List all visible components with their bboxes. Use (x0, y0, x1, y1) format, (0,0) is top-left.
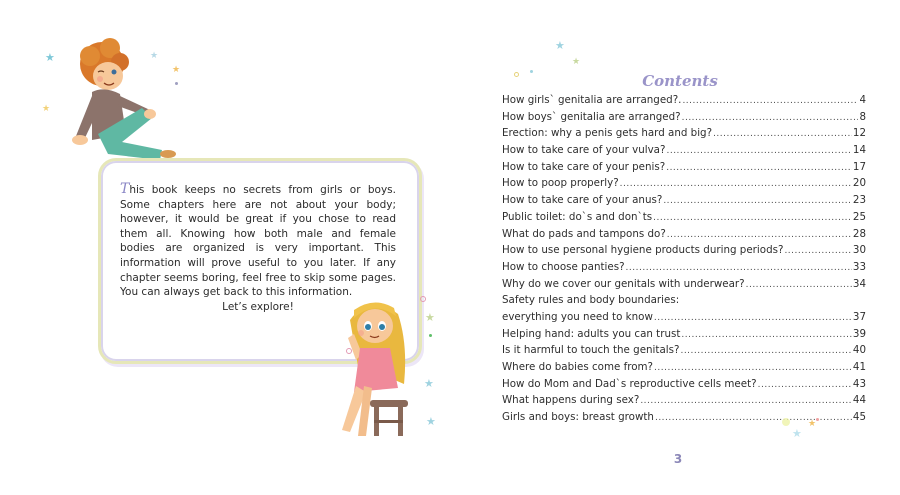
star-icon: ★ (42, 104, 51, 114)
decorative-dot (420, 296, 426, 302)
right-page (450, 0, 900, 495)
decorative-dot (429, 334, 432, 337)
girl-illustration (330, 290, 430, 450)
star-icon: ★ (424, 377, 434, 390)
toc-entry-page: 20 (852, 177, 866, 190)
toc-entry-heading (502, 294, 866, 311)
star-icon: ★ (172, 65, 181, 75)
toc-leader-dots (682, 96, 858, 106)
toc-entry-title: How to poop properly? (502, 177, 619, 190)
toc-entry-page: 17 (852, 160, 866, 173)
toc-entry[interactable] (502, 328, 866, 345)
decorative-dot (816, 418, 819, 421)
toc-entry-page: 23 (852, 194, 866, 207)
toc-leader-dots (666, 146, 851, 156)
toc-entry-page: 37 (852, 310, 866, 323)
star-icon: ★ (150, 51, 159, 61)
star-icon: ★ (808, 419, 817, 429)
intro-closing: Let’s explore! (222, 300, 294, 313)
toc-leader-dots (663, 196, 852, 206)
toc-entry-page: 43 (852, 377, 866, 390)
toc-entry[interactable] (502, 194, 866, 211)
toc-entry-page: 40 (852, 344, 866, 357)
toc-leader-dots (713, 129, 852, 139)
toc-entry[interactable] (502, 144, 866, 161)
star-icon: ★ (792, 427, 802, 440)
decorative-dot (530, 70, 533, 73)
toc-entry-title: Erection: why a penis gets hard and big? (502, 127, 713, 140)
toc-entry-page: 12 (852, 127, 866, 140)
star-icon: ★ (555, 39, 565, 52)
toc-entry[interactable] (502, 244, 866, 261)
toc-leader-dots (784, 246, 851, 256)
toc-entry[interactable] (502, 394, 866, 411)
toc-entry[interactable] (502, 127, 866, 144)
toc-entry-page: 28 (852, 227, 866, 240)
toc-entry-page: 45 (852, 411, 866, 424)
intro-dropcap: T (120, 181, 130, 197)
star-icon: ★ (426, 415, 436, 428)
boy-illustration (52, 34, 187, 159)
toc-entry-title: How boys` genitalia are arranged? (502, 110, 681, 123)
toc-entry-page: 8 (859, 110, 866, 123)
star-icon: ★ (45, 51, 55, 64)
toc-leader-dots (758, 380, 852, 390)
toc-leader-dots (667, 230, 852, 240)
toc-leader-dots (666, 163, 852, 173)
toc-entry[interactable] (502, 94, 866, 111)
toc-entry-title: Where do babies come from? (502, 361, 654, 373)
toc-entry-page: 34 (852, 277, 866, 290)
toc-entry-title: Public toilet: do`s and don`ts (502, 210, 653, 223)
toc-entry[interactable] (502, 378, 866, 395)
contents-title: Contents (642, 72, 718, 90)
toc-entry-title: Is it harmful to touch the genitals? (502, 344, 680, 357)
star-icon: ★ (572, 57, 581, 67)
toc-entry-title: Why do we cover our genitals with underwear? (502, 277, 745, 290)
table-of-contents (502, 94, 866, 428)
toc-entry[interactable] (502, 211, 866, 228)
toc-entry-title: What happens during sex? (502, 394, 640, 407)
toc-entry-title: How to take care of your penis? (502, 160, 666, 173)
toc-leader-dots (680, 346, 851, 356)
decorative-dot (175, 82, 178, 85)
toc-entry-page: 30 (852, 244, 866, 257)
toc-entry-page: 39 (852, 327, 866, 340)
toc-entry-title: How to take care of your anus? (502, 194, 663, 207)
toc-entry-page: 41 (852, 361, 866, 373)
toc-leader-dots (653, 213, 852, 223)
toc-entry-title: What do pads and tampons do? (502, 227, 666, 240)
toc-leader-dots (640, 396, 852, 406)
toc-entry[interactable] (502, 344, 866, 361)
toc-entry-title: Girls and boys: breast growth (502, 411, 654, 424)
decorative-dot (514, 72, 519, 77)
toc-entry[interactable] (502, 361, 866, 378)
toc-entry-title: How girls` genitalia are arranged?. (502, 94, 682, 106)
toc-leader-dots (655, 413, 852, 423)
toc-leader-dots (746, 280, 852, 290)
page-number: 3 (673, 452, 683, 466)
toc-entry-page: 44 (852, 394, 866, 407)
toc-entry[interactable] (502, 311, 866, 328)
toc-entry[interactable] (502, 261, 866, 278)
toc-entry-title: How to choose panties? (502, 260, 625, 273)
toc-leader-dots (682, 113, 859, 123)
toc-leader-dots (681, 330, 852, 340)
toc-entry-title: Safety rules and body boundaries: (502, 294, 680, 307)
toc-leader-dots (620, 179, 852, 189)
toc-entry-page: 33 (852, 260, 866, 273)
toc-entry-page: 25 (852, 210, 866, 223)
toc-entry-title: How to use personal hygiene products during periods? (502, 244, 784, 257)
toc-entry-title: How do Mom and Dad`s reproductive cells meet? (502, 377, 757, 390)
toc-entry-title: Helping hand: adults you can trust (502, 327, 681, 340)
toc-leader-dots (654, 363, 852, 373)
toc-entry-title: everything you need to know (502, 310, 653, 323)
toc-entry[interactable] (502, 278, 866, 295)
toc-entry-page: 14 (852, 144, 866, 157)
star-icon: ★ (425, 311, 435, 324)
toc-entry[interactable] (502, 161, 866, 178)
toc-entry-page: 4 (859, 94, 866, 106)
decorative-dot (782, 418, 790, 426)
toc-leader-dots (654, 313, 852, 323)
toc-entry-title: How to take care of your vulva? (502, 144, 666, 157)
toc-leader-dots (626, 263, 852, 273)
toc-entry[interactable] (502, 177, 866, 194)
intro-body: his book keeps no secrets from girls or boys. Some chapters here are not about your body; however, it would be great if you chose to read them all. Knowing how both male and female bodies are organized is very important. This information will prove useful to you later. If any chapter seems boring, feel free to skip some pages. You can always get back to this information. (120, 184, 396, 299)
toc-entry[interactable] (502, 228, 866, 245)
toc-entry[interactable] (502, 111, 866, 128)
decorative-dot (346, 348, 352, 354)
